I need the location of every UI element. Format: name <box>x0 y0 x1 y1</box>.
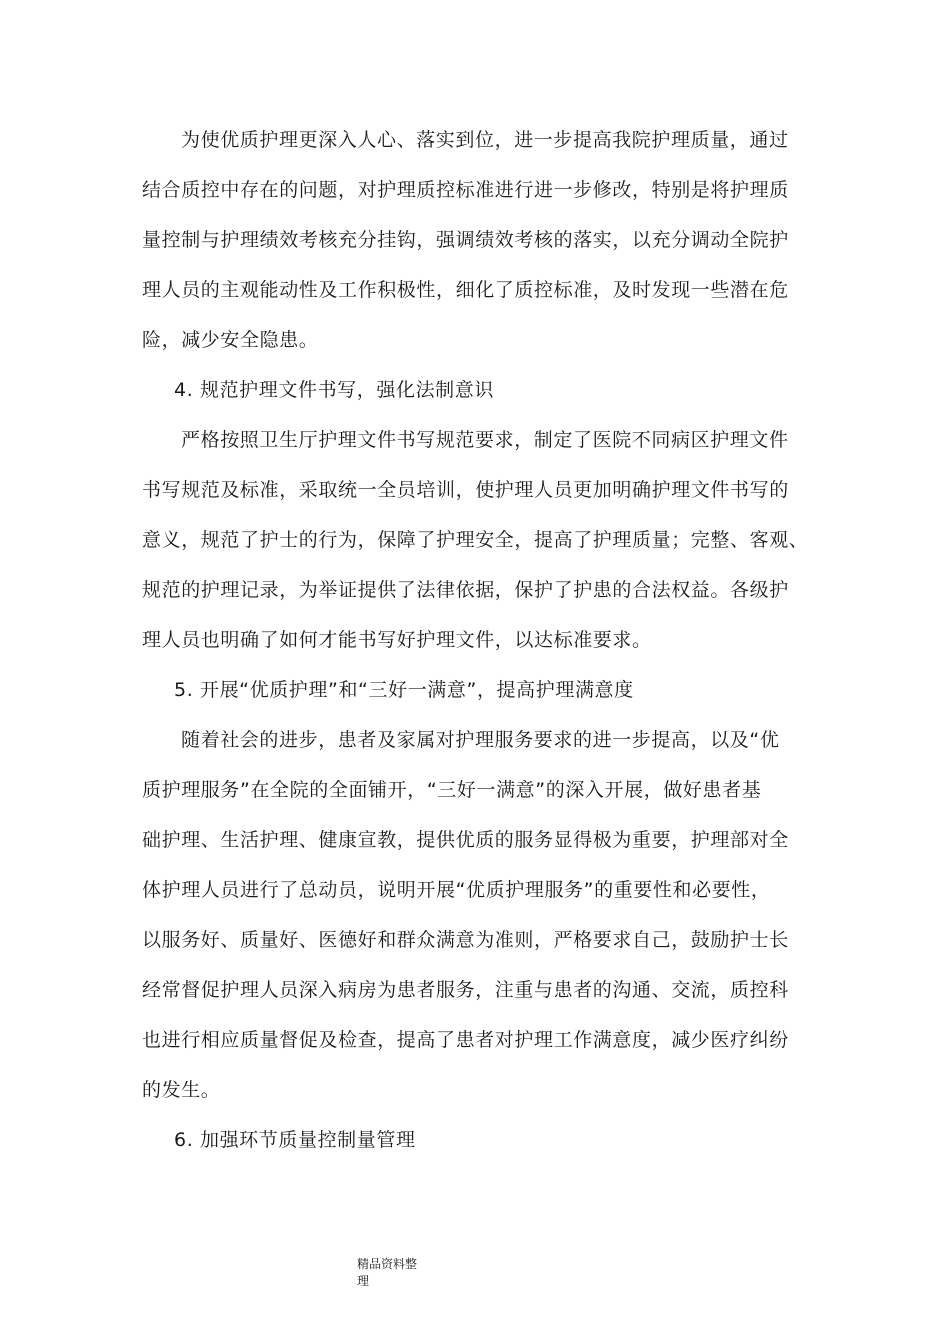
paragraph-3-line-7: 也进行相应质量督促及检查，提高了患者对护理工作满意度，减少医疗纠纷 <box>142 1029 789 1051</box>
footer-text-line-1: 精品资料整 <box>357 1257 418 1271</box>
section-heading-5: 5. 开展“优质护理”和“三好一满意”，提高护理满意度 <box>174 679 634 701</box>
paragraph-3-line-6: 经常督促护理人员深入病房为患者服务，注重与患者的沟通、交流，质控科 <box>142 979 789 1001</box>
paragraph-3-line-8: 的发生。 <box>142 1079 221 1101</box>
footer-text-line-2: 理 <box>357 1274 370 1288</box>
paragraph-1-line-5: 险，减少安全隐患。 <box>142 329 319 351</box>
section-heading-4: 4. 规范护理文件书写，强化法制意识 <box>174 379 494 401</box>
paragraph-3-line-2: 质护理服务”在全院的全面铺开，“三好一满意”的深入开展，做好患者基 <box>142 779 762 801</box>
paragraph-3-line-1: 随着社会的进步，患者及家属对护理服务要求的进一步提高，以及“优 <box>181 729 780 751</box>
paragraph-2-line-2: 书写规范及标准，采取统一全员培训，使护理人员更加明确护理文件书写的 <box>142 479 789 501</box>
paragraph-3-line-3: 础护理、生活护理、健康宣教，提供优质的服务显得极为重要，护理部对全 <box>142 829 789 851</box>
paragraph-3-line-5: 以服务好、质量好、医德好和群众满意为准则，严格要求自己，鼓励护士长 <box>142 929 789 951</box>
paragraph-1-line-3: 量控制与护理绩效考核充分挂钩，强调绩效考核的落实，以充分调动全院护 <box>142 229 789 251</box>
section-heading-6: 6. 加强环节质量控制量管理 <box>174 1129 416 1151</box>
paragraph-2-line-1: 严格按照卫生厅护理文件书写规范要求，制定了医院不同病区护理文件 <box>181 429 789 451</box>
paragraph-1-line-2: 结合质控中存在的问题，对护理质控标准进行进一步修改，特别是将护理质 <box>142 179 789 201</box>
paragraph-3-line-4: 体护理人员进行了总动员，说明开展“优质护理服务”的重要性和必要性， <box>142 879 771 901</box>
paragraph-1-line-1: 为使优质护理更深入人心、落实到位，进一步提高我院护理质量，通过 <box>181 129 789 151</box>
paragraph-2-line-4: 规范的护理记录，为举证提供了法律依据，保护了护患的合法权益。各级护 <box>142 579 789 601</box>
paragraph-2-line-3: 意义，规范了护士的行为，保障了护理安全，提高了护理质量；完整、客观、 <box>142 529 809 551</box>
paragraph-1-line-4: 理人员的主观能动性及工作积极性，细化了质控标准，及时发现一些潜在危 <box>142 279 789 301</box>
paragraph-2-line-5: 理人员也明确了如何才能书写好护理文件，以达标准要求。 <box>142 629 652 651</box>
